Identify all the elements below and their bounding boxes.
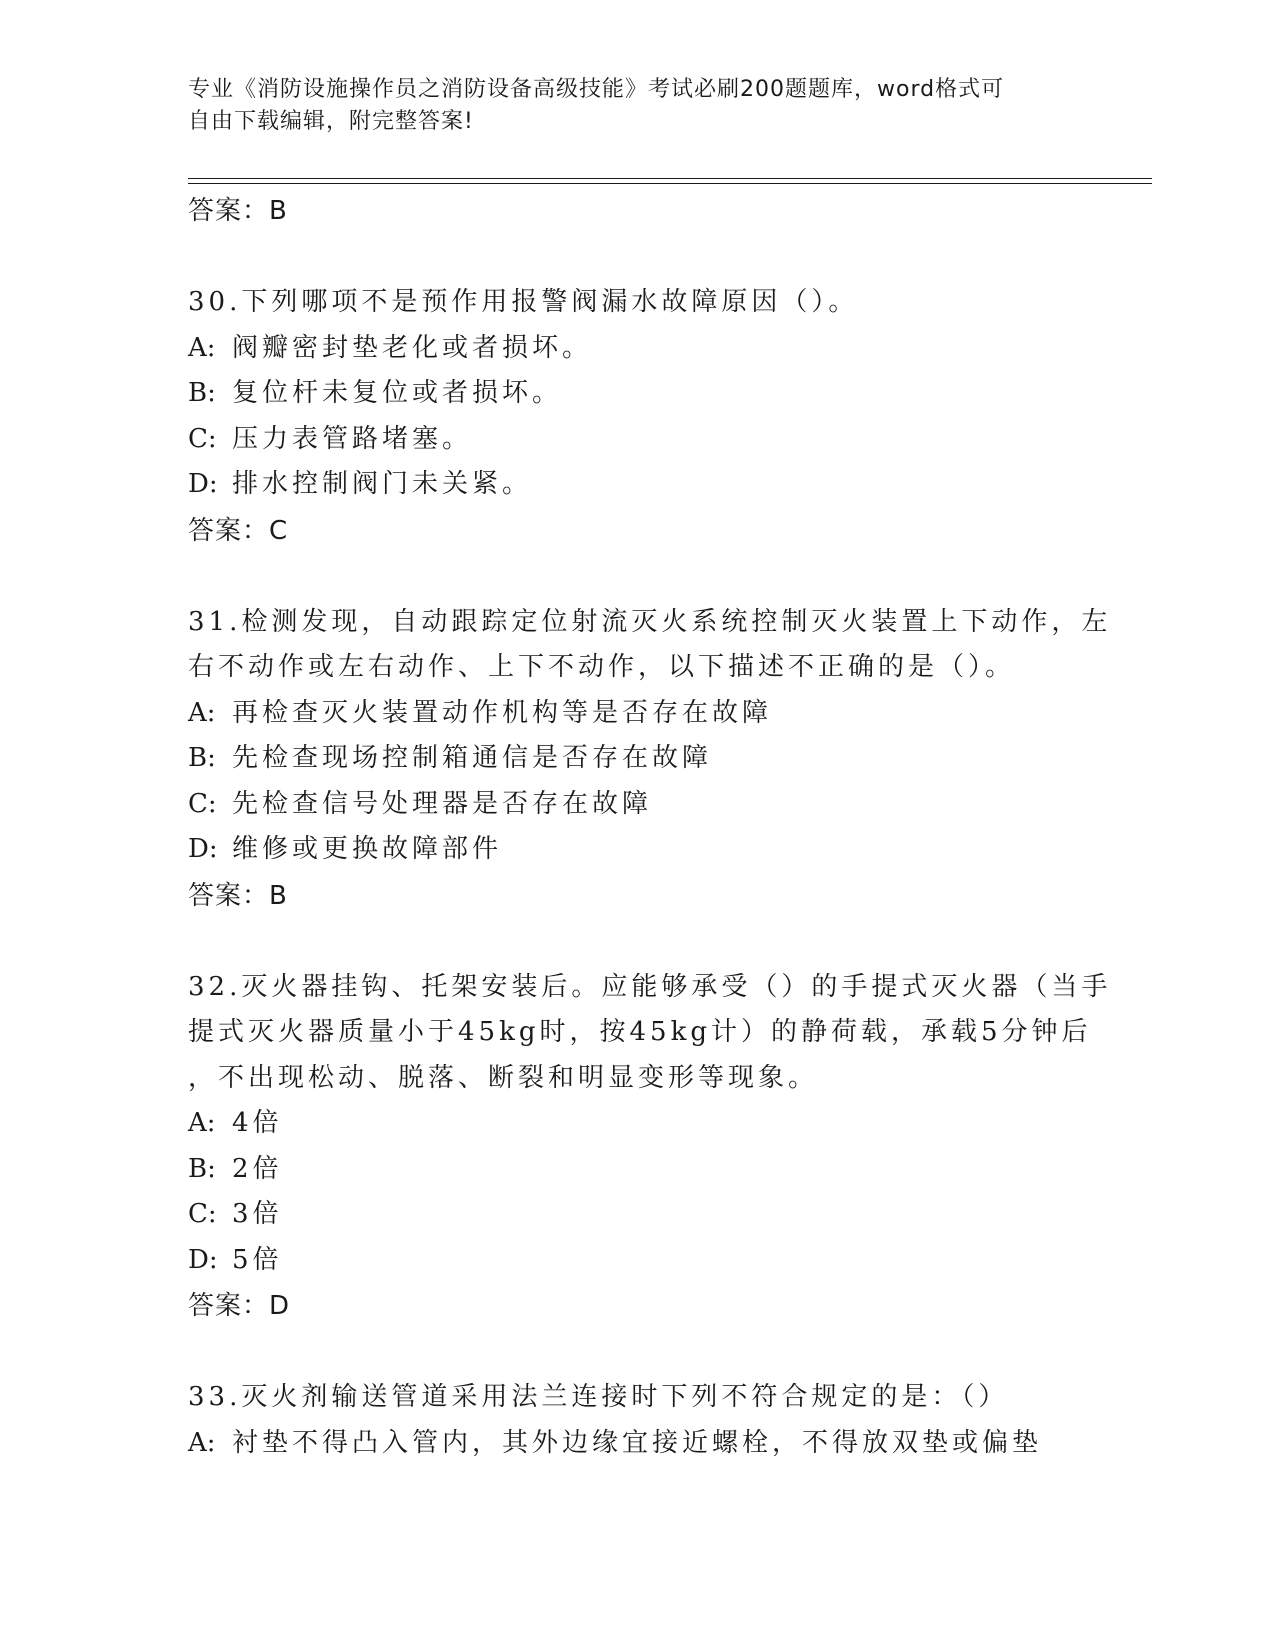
option-text: 4倍: [232, 1108, 283, 1138]
question-text-line: 右不动作或左右动作、上下不动作，以下描述不正确的是（）。: [188, 652, 1016, 682]
answer-line: [188, 873, 1088, 919]
option-letter: A:: [188, 697, 216, 728]
option-letter: B:: [188, 378, 216, 408]
answer-option: [188, 417, 1088, 463]
answer-option: [188, 326, 1088, 372]
document-header: [188, 74, 1068, 138]
answer-line: [188, 188, 1088, 234]
option-letter: C:: [188, 423, 217, 454]
answer-option: [188, 691, 1088, 737]
option-text: 复位杆未复位或者损坏。: [232, 378, 563, 408]
question-text-line: 31.检测发现，自动跟踪定位射流灭火系统控制灭火装置上下动作，左: [188, 606, 1112, 637]
option-letter: C:: [188, 1199, 217, 1229]
answer-option: [188, 1192, 1088, 1238]
option-letter: B:: [188, 743, 216, 773]
answer-option: [188, 782, 1088, 828]
option-letter: A:: [188, 332, 216, 363]
question-stem: [188, 1375, 1088, 1421]
spacer: [188, 554, 1088, 600]
spacer: [188, 919, 1088, 965]
option-letter: A:: [188, 1108, 216, 1138]
question-text-line: 33.灭火剂输送管道采用法兰连接时下列不符合规定的是：（）: [188, 1382, 1009, 1412]
answer-value: B: [269, 196, 288, 226]
option-text: 阀瓣密封垫老化或者损坏。: [232, 332, 593, 363]
option-text: 先检查现场控制箱通信是否存在故障: [232, 743, 713, 773]
question-stem: [188, 600, 1112, 691]
answer-line: [188, 508, 1088, 554]
answer-label: 答案：: [188, 1291, 270, 1321]
header-rule-bottom: [188, 183, 1152, 184]
answer-label: 答案：: [188, 880, 270, 911]
question-list: [188, 188, 1112, 1466]
header-line-2: 自由下载编辑，附完整答案!: [188, 109, 474, 134]
question-stem: [188, 280, 1088, 326]
question-text-line: 30.下列哪项不是预作用报警阀漏水故障原因（）。: [188, 287, 859, 317]
answer-option: [188, 1101, 1088, 1147]
spacer: [188, 234, 1088, 280]
question-text-line: ，不出现松动、脱落、断裂和明显变形等现象。: [188, 1062, 819, 1093]
answer-label: 答案：: [188, 515, 270, 546]
answer-option: [188, 462, 1088, 508]
option-text: 先检查信号处理器是否存在故障: [232, 788, 653, 819]
option-text: 再检查灭火装置动作机构等是否存在故障: [232, 697, 773, 728]
answer-value: C: [269, 515, 289, 546]
option-text: 5倍: [232, 1244, 283, 1275]
option-letter: C:: [188, 788, 217, 819]
option-text: 3倍: [232, 1199, 283, 1229]
option-letter: D:: [188, 469, 218, 499]
option-letter: B:: [188, 1153, 216, 1184]
answer-option: [188, 736, 1088, 782]
question-text-line: 提式灭火器质量小于45kg时，按45kg计）的静荷载，承载5分钟后: [188, 1017, 1092, 1047]
option-letter: D:: [188, 834, 218, 864]
answer-value: D: [269, 1291, 291, 1321]
question-text-line: 32.灭火器挂钩、托架安装后。应能够承受（）的手提式灭火器（当手: [188, 971, 1112, 1002]
option-text: 衬垫不得凸入管内，其外边缘宜接近螺栓，不得放双垫或偏垫: [232, 1427, 1043, 1458]
option-letter: D:: [188, 1244, 218, 1275]
header-line-1: 专业《消防设施操作员之消防设备高级技能》考试必刷200题题库，word格式可: [188, 77, 1005, 102]
answer-option: [188, 371, 1088, 417]
option-text: 2倍: [232, 1153, 283, 1184]
answer-option: [188, 1421, 1088, 1467]
option-text: 压力表管路堵塞。: [232, 423, 473, 454]
answer-option: [188, 827, 1088, 873]
answer-label: 答案：: [188, 196, 270, 226]
question-stem: [188, 965, 1112, 1102]
option-letter: A:: [188, 1427, 216, 1458]
option-text: 维修或更换故障部件: [232, 834, 503, 864]
answer-option: [188, 1238, 1088, 1284]
answer-value: B: [269, 880, 288, 911]
spacer: [188, 1329, 1088, 1375]
answer-option: [188, 1147, 1088, 1193]
header-rule-top: [188, 178, 1152, 179]
option-text: 排水控制阀门未关紧。: [232, 469, 533, 499]
answer-line: [188, 1283, 1088, 1329]
